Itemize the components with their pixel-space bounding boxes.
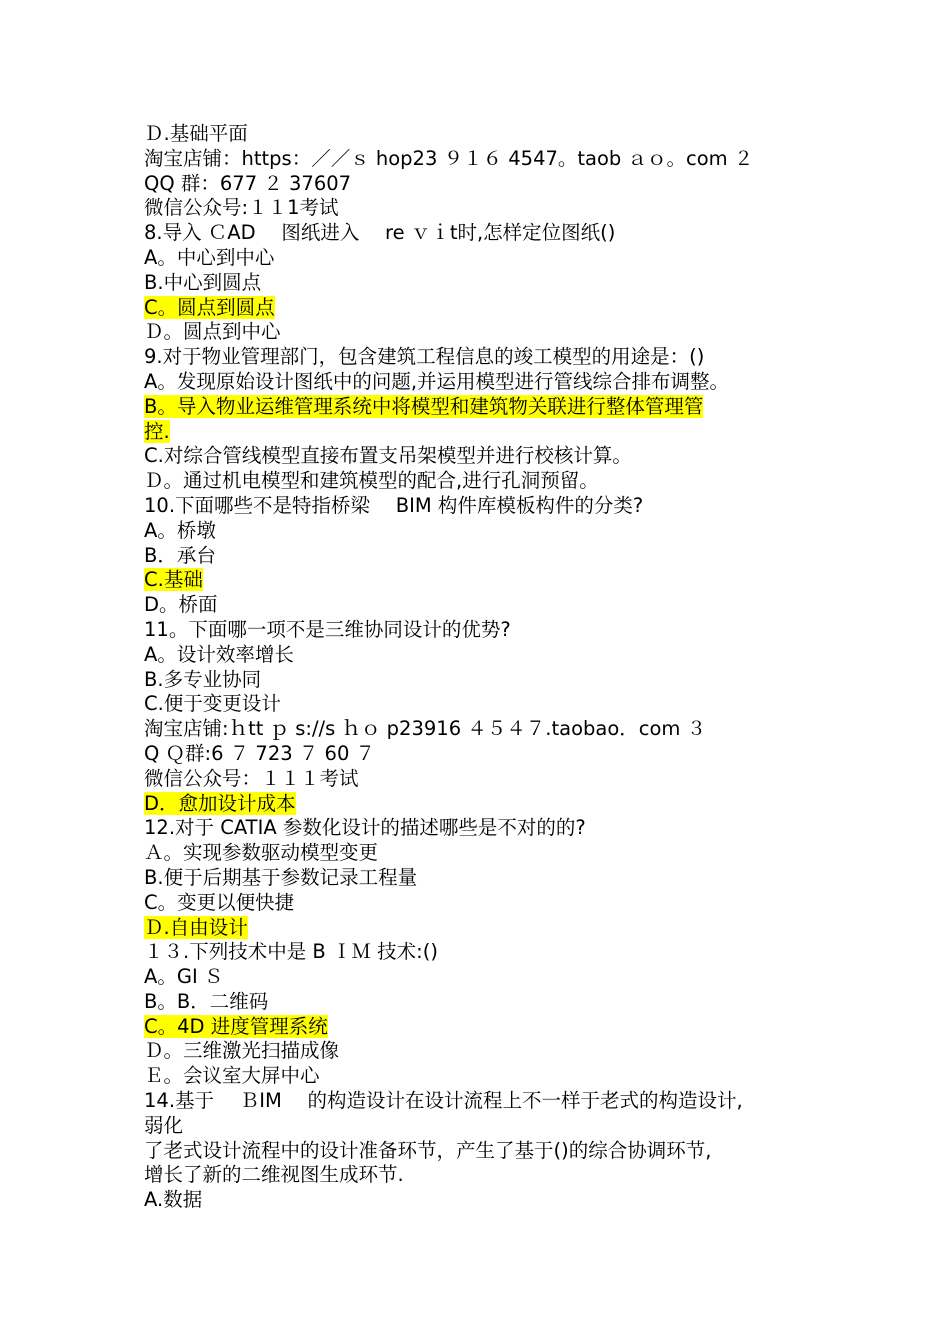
text-line	[144, 271, 834, 296]
line-text: １３.下列技术中是 B ＩＭ 技术:()	[144, 940, 438, 964]
text-line	[144, 1188, 834, 1213]
line-text: 10.下面哪些不是特指桥梁 BIM 构件库模板构件的分类?	[144, 493, 644, 517]
text-line	[144, 370, 834, 395]
text-line	[144, 1114, 834, 1139]
line-text: A。发现原始设计图纸中的问题,并运用模型进行管线综合排布调整。	[144, 369, 730, 393]
line-text: A。桥墩	[144, 518, 216, 542]
line-text: 11。下面哪一项不是三维协同设计的优势?	[144, 617, 511, 641]
line-text: Ｄ.基础平面	[144, 122, 248, 145]
text-line	[144, 816, 834, 841]
line-text: 弱化	[144, 1113, 184, 1137]
text-line	[144, 668, 834, 693]
line-text: QQ 群：677 ２ 37607	[144, 171, 352, 195]
text-line	[144, 296, 834, 321]
text-line	[144, 593, 834, 618]
line-text: A。GI Ｓ	[144, 965, 224, 989]
line-text: A.数据	[144, 1188, 203, 1212]
highlighted-answer: B。导入物业运维管理系统中将模型和建筑物关联进行整体管理管	[144, 394, 704, 418]
line-text: D。桥面	[144, 593, 218, 617]
line-text: 淘宝店铺:ｈtt ｐ s://s ｈｏ p23916 ４５４７.taobao．com ３	[144, 717, 707, 741]
line-text: B.便于后期基于参数记录工程量	[144, 865, 418, 889]
text-line	[144, 345, 834, 370]
highlighted-answer: C。圆点到圆点	[144, 295, 275, 319]
line-text: 淘宝店铺：https：／／ｓ hop23 ９１６ 4547。taob ａｏ。com ２	[144, 146, 754, 170]
line-text: B.多专业协同	[144, 667, 262, 691]
text-line	[144, 891, 834, 916]
line-text: Ｄ。圆点到中心	[144, 320, 281, 344]
line-text: 12.对于 CATIA 参数化设计的描述哪些是不对的的?	[144, 816, 586, 840]
text-line	[144, 147, 834, 172]
line-text: 9.对于物业管理部门，包含建筑工程信息的竣工模型的用途是：()	[144, 345, 705, 369]
line-text: A。中心到中心	[144, 245, 275, 269]
line-text: Ｄ。三维激光扫描成像	[144, 1039, 340, 1063]
text-line	[144, 172, 834, 197]
line-text: C.便于变更设计	[144, 692, 281, 716]
text-line	[144, 494, 834, 519]
highlighted-answer: D．愈加设计成本	[144, 791, 296, 815]
text-line	[144, 1064, 834, 1089]
text-line	[144, 916, 834, 941]
text-line	[144, 1139, 834, 1164]
text-line	[144, 792, 834, 817]
line-text: Ｄ。通过机电模型和建筑模型的配合,进行孔洞预留。	[144, 469, 599, 493]
document-body	[144, 122, 834, 1213]
text-line	[144, 742, 834, 767]
text-line	[144, 841, 834, 866]
line-text: 了老式设计流程中的设计准备环节，产生了基于()的综合协调环节,	[144, 1138, 712, 1162]
line-text: C。变更以便快捷	[144, 890, 295, 914]
highlighted-answer: C.基础	[144, 568, 203, 592]
text-line	[144, 568, 834, 593]
highlighted-answer: 控.	[144, 419, 170, 443]
text-line	[144, 420, 834, 445]
line-text: 8.导入 ＣAD 图纸进入 re ｖｉt时,怎样定位图纸()	[144, 221, 616, 245]
line-text: B．承台	[144, 543, 216, 567]
line-text: Ｅ。会议室大屏中心	[144, 1064, 320, 1088]
text-line	[144, 866, 834, 891]
text-line	[144, 544, 834, 569]
text-line	[144, 767, 834, 792]
highlighted-answer: C。4D 进度管理系统	[144, 1014, 328, 1038]
text-line	[144, 196, 834, 221]
text-line	[144, 1089, 834, 1114]
text-line	[144, 717, 834, 742]
text-line	[144, 221, 834, 246]
text-line	[144, 643, 834, 668]
line-text: Ａ。实现参数驱动模型变更	[144, 841, 379, 865]
text-line	[144, 940, 834, 965]
text-line	[144, 1163, 834, 1188]
text-line	[144, 618, 834, 643]
line-text: 增长了新的二维视图生成环节.	[144, 1163, 404, 1187]
line-text: Q Ｑ群:6 ７ 723 ７ 60 ７	[144, 741, 376, 765]
line-text: 14.基于 ＢIM 的构造设计在设计流程上不一样于老式的构造设计,	[144, 1089, 743, 1113]
text-line	[144, 1039, 834, 1064]
line-text: 微信公众号:１１1考试	[144, 196, 339, 220]
highlighted-answer: Ｄ.自由设计	[144, 915, 248, 939]
text-line	[144, 519, 834, 544]
line-text: 微信公众号：１１１考试	[144, 766, 359, 790]
text-line	[144, 444, 834, 469]
line-text: C.对综合管线模型直接布置支吊架模型并进行校核计算。	[144, 444, 632, 468]
text-line	[144, 469, 834, 494]
text-line	[144, 395, 834, 420]
text-line	[144, 320, 834, 345]
text-line	[144, 990, 834, 1015]
text-line	[144, 1015, 834, 1040]
line-text: B.中心到圆点	[144, 270, 262, 294]
line-text: A。设计效率增长	[144, 642, 294, 666]
text-line	[144, 246, 834, 271]
text-line	[144, 122, 834, 147]
text-line	[144, 965, 834, 990]
line-text: B。B．二维码	[144, 989, 269, 1013]
text-line	[144, 692, 834, 717]
